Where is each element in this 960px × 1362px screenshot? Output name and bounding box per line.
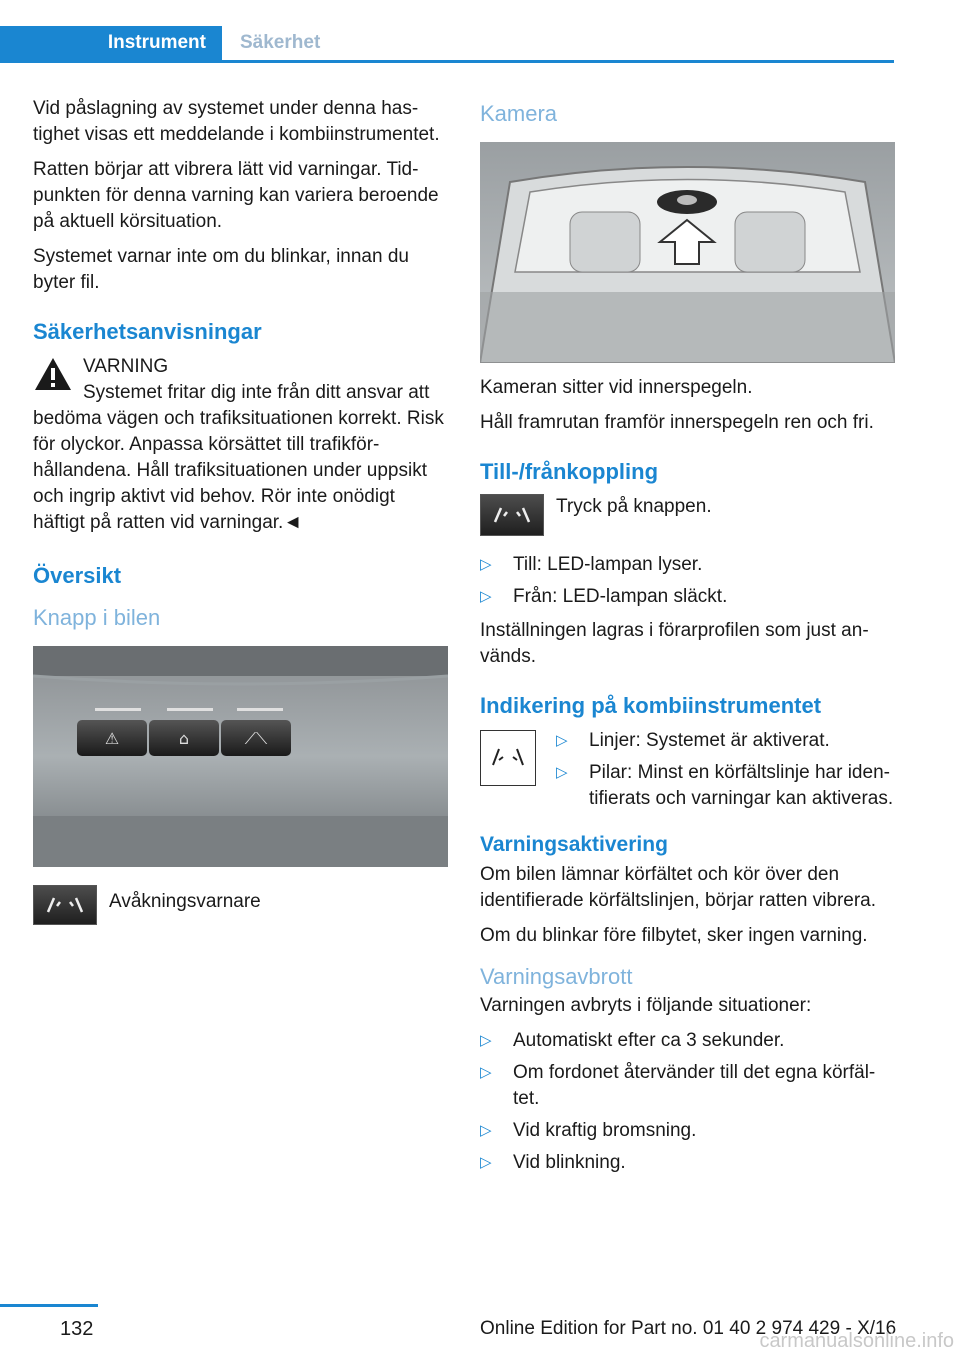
paragraph: Om du blinkar före filbytet, sker ingen varning. <box>480 925 868 946</box>
heading-camera: Kamera <box>480 101 558 126</box>
camera-photo <box>480 142 895 363</box>
list-item: ▷ Vid kraftig bromsning. <box>480 1118 895 1144</box>
left-column <box>33 96 448 927</box>
list-item: ▷ Automatiskt efter ca 3 sekunder. <box>480 1028 895 1054</box>
edition-text: Online Edition for Part no. 01 40 2 974 429 - X/16 <box>480 1318 897 1339</box>
indication-row <box>480 728 895 812</box>
toggle-text: Tryck på knappen. <box>556 496 712 517</box>
list-item: ▷ Vid blinkning. <box>480 1150 895 1176</box>
paragraph: Vid påslagning av systemet under denna hastighet visas ett meddelande i kombiinstrumentet. <box>33 98 440 145</box>
paragraph: Varningen avbryts i följande situationer: <box>480 995 812 1016</box>
heading-overview: Översikt <box>33 563 122 588</box>
svg-text:⟋⟍: ⟋⟍ <box>244 729 268 748</box>
paragraph: Kameran sitter vid innerspegeln. <box>480 377 753 398</box>
list-item: ▷ Pilar: Minst en körfältslinje har identifierats och varningar kan aktiveras. <box>556 760 895 812</box>
indication-list <box>480 728 895 812</box>
list-item: ▷ Från: LED-lampan släckt. <box>480 584 895 610</box>
button-photo <box>33 646 448 867</box>
svg-text:⚠: ⚠ <box>104 729 120 748</box>
paragraph: Håll framrutan framför innerspegeln ren och fri. <box>480 412 874 433</box>
heading-warning-activation: Varningsaktivering <box>480 833 668 856</box>
tab-instrument[interactable]: Instrument <box>0 26 222 60</box>
page-header <box>0 0 960 64</box>
warning-text: bedöma vägen och trafiksituationen korrekt. Risk för olyckor. Anpassa körsättet till trafikförhållandena. Håll trafiksituationen under uppsikt och ingrip aktivt vid behov. Rör inte onödigt häftigt på ratten vid varningar.◄ <box>33 408 444 533</box>
lane-departure-icon <box>33 885 97 925</box>
heading-indication: Indikering på kombiinstrumentet <box>480 693 822 718</box>
warning-triangle-icon <box>33 356 73 392</box>
page-number: 132 <box>60 1318 94 1340</box>
lane-departure-icon <box>480 494 544 536</box>
paragraph: Systemet varnar inte om du blinkar, innan du byter fil. <box>33 246 409 293</box>
lane-lines-icon <box>480 730 536 786</box>
toggle-row <box>480 494 895 538</box>
tab-sakerhet[interactable]: Säkerhet <box>222 26 894 60</box>
toggle-list <box>480 552 895 610</box>
watermark: carmanualsonline.info <box>759 1330 954 1352</box>
paragraph: Om bilen lämnar körfältet och kör över den identifierade körfältslinjen, börjar ratten vibrera. <box>480 864 877 911</box>
warning-line: Systemet fritar dig inte från ditt ansvar att <box>83 382 430 403</box>
header-rule <box>0 60 894 63</box>
warning-block <box>33 354 448 536</box>
footer-rule <box>0 1304 98 1307</box>
list-item: ▷ Om fordonet återvänder till det egna körfältet. <box>480 1060 895 1112</box>
heading-button: Knapp i bilen <box>33 605 161 630</box>
right-column <box>480 96 895 1184</box>
heading-warning-abort: Varningsavbrott <box>480 964 633 989</box>
button-label: Avåkningsvarnare <box>109 891 261 912</box>
warning-title: VARNING <box>83 356 169 377</box>
lane-warning-button-row <box>33 885 448 927</box>
paragraph: Ratten börjar att vibrera lätt vid varningar. Tidpunkten för denna varning kan variera beroende på aktuell körsituation. <box>33 159 439 232</box>
heading-toggle: Till-/frånkoppling <box>480 459 659 484</box>
list-item: ▷ Linjer: Systemet är aktiverat. <box>556 728 895 754</box>
list-item: ▷ Till: LED-lampan lyser. <box>480 552 895 578</box>
abort-list <box>480 1028 895 1176</box>
svg-text:⌂: ⌂ <box>178 729 190 748</box>
heading-safety: Säkerhetsanvisningar <box>33 319 262 344</box>
paragraph: Inställningen lagras i förarprofilen som just används. <box>480 620 869 667</box>
